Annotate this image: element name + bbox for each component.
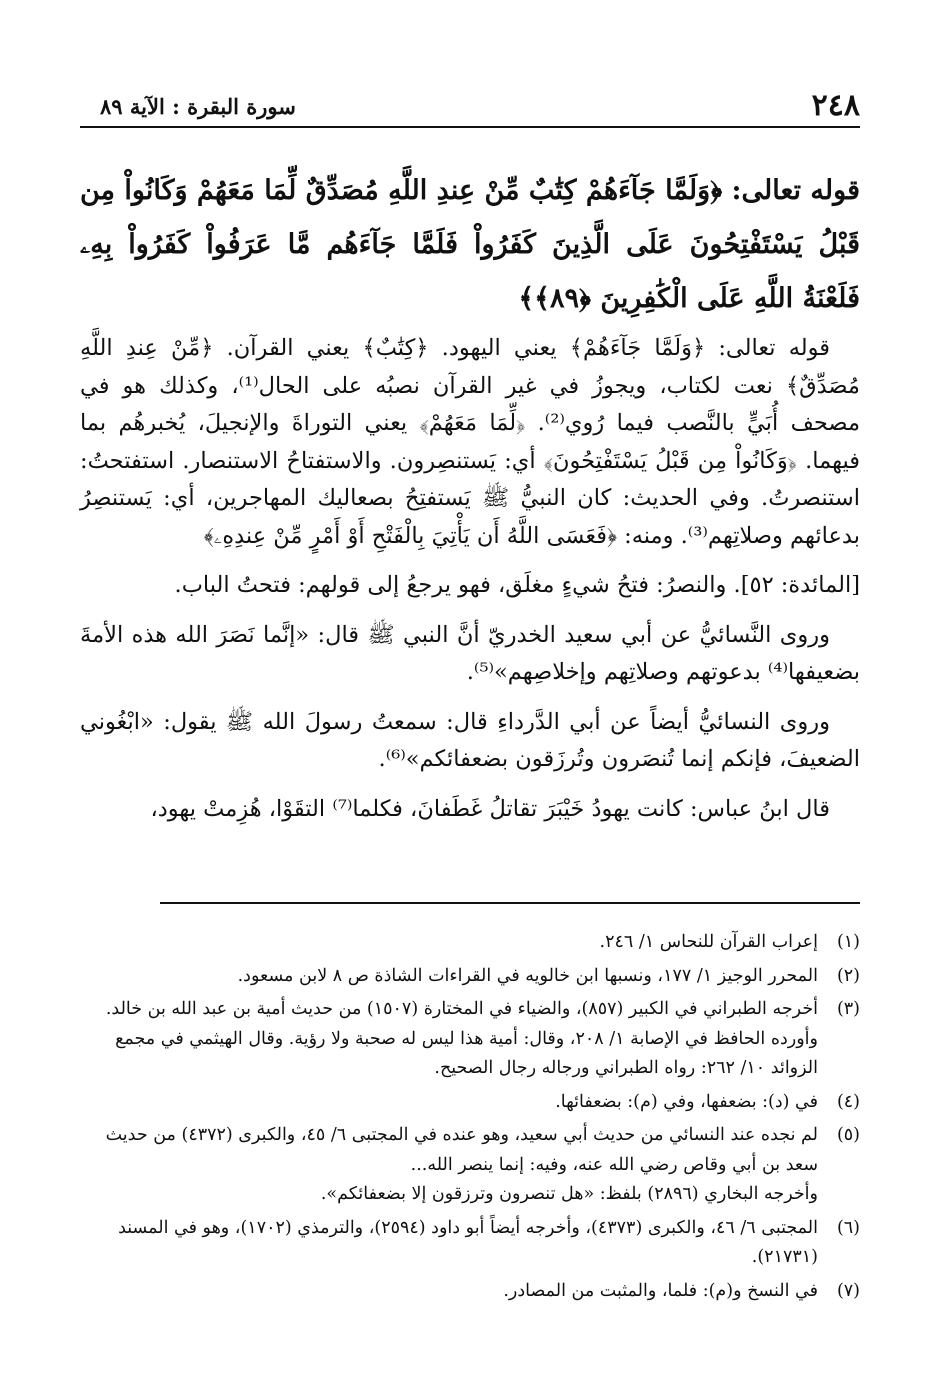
- footnote-text: المحرر الوجيز ١/ ١٧٧، ونسبها ابن خالويه في القراءات الشاذة ص ٨ لابن مسعود.: [237, 965, 818, 986]
- page-number: ٢٤٨: [811, 88, 860, 123]
- page-header: [80, 88, 860, 124]
- paragraph: قوله تعالى: ﴿وَلَمَّا جَآءَهُمْ﴾ يعني اليهود. ﴿كِتَٰبٌ﴾ يعني القرآن. ﴿مِّنْ عِندِ اللَّهِ مُصَدِّقٌ﴾ نعت لكتاب، ويجوزُ في غير القرآن نصبُه على الحال⁽¹⁾، وكذلك هو في مصحف أُبَيٍّ بالنَّصب فيما رُوي⁽²⁾. ﴿لِّمَا مَعَهُمْ﴾ يعني التوراةَ والإنجيلَ، يُخبرهُم بما فيهما. ﴿وَكَانُواْ مِن قَبْلُ يَسْتَفْتِحُونَ﴾ أي: يَستنصِرون. والاستفتاحُ الاستنصار. استفتحتُ: استنصرتُ. وفي الحديث: كان النبيُّ ﷺ يَستفتِحُ بصعاليك المهاجرين، أي: يَستنصِرُ بدعائهم وصلاتِهم⁽³⁾. ومنه: ﴿فَعَسَى اللَّهُ أَن يَأْتِيَ بِالْفَتْحِ أَوْ أَمْرٍ مِّنْ عِندِهِۦ﴾: [80, 335, 860, 549]
- header-rule: [80, 126, 860, 128]
- footnotes: [80, 928, 860, 1310]
- running-title: سورة البقرة : الآية ٨٩: [100, 94, 296, 119]
- commentary-body: [80, 330, 860, 840]
- footnote: [80, 1088, 860, 1118]
- paragraph: وروى النَّسائيُّ عن أبي سعيد الخدريّ أنَّ النبي ﷺ قال: «إنَّما نَصَرَ الله هذه الأمةَ بضعيفها⁽⁴⁾ بدعوتهم وصلاتِهم وإخلاصِهم»⁽⁵⁾.: [80, 621, 860, 685]
- footnote-number: (٢): [836, 965, 860, 986]
- paragraph: قال ابنُ عباس: كانت يهودُ خَيْبَرَ تقاتلُ غَطَفانَ، فكلما⁽⁷⁾ التقَوْا، هُزِمتْ يهود،: [150, 795, 830, 822]
- footnote: [80, 995, 860, 1084]
- footnote-text: أخرجه الطبراني في الكبير (٨٥٧)، والضياء في المختارة (١٥٠٧) من حديث أمية بن عبد الله بن خالد.: [105, 999, 818, 1019]
- footnote: [80, 1121, 860, 1210]
- footnote-text: إعراب القرآن للنحاس ١/ ٢٤٦.: [599, 932, 818, 952]
- footnote-number: (١): [836, 932, 860, 952]
- footnote-number: (٥): [836, 1125, 860, 1145]
- footnote: [80, 1214, 860, 1273]
- footnote-text: وأورده الحافظ في الإصابة ١/ ٢٠٨، وقال: أمية هذا ليس له صحبة ولا رؤية. وقال الهيثمي في مجمع الزوائد ١٠/ ٢٦٢: رواه الطبراني ورجاله رجال الصحيح.: [115, 1028, 818, 1078]
- footnote: [80, 962, 860, 992]
- footnote: [80, 1277, 860, 1307]
- footnote-number: (٦): [836, 1217, 860, 1238]
- footnote-text: في (د): بضعفها، وفي (م): بضعفائها.: [555, 1091, 818, 1112]
- footnote-text: في النسخ و(م): فلما، والمثبت من المصادر.: [503, 1280, 818, 1301]
- paragraph: وروى النسائيُّ أيضاً عن أبي الدَّرداءِ قال: سمعتُ رسولَ الله ﷺ يقول: «ابْغُوني الضعيفَ، فإنكم إنما تُنصَرون وتُرزَقون بضعفائكم»⁽⁶⁾.: [80, 708, 860, 772]
- footnote-text: المجتبى ٦/ ٤٦، والكبرى (٤٣٧٣)، وأخرجه أيضاً أبو داود (٢٥٩٤)، والترمذي (١٧٠٢)، وهو في المسند (٢١٧٣١).: [118, 1217, 818, 1267]
- paragraph: [المائدة: ٥٢]. والنصرُ: فتحُ شيءٍ مغلَق، فهو يرجعُ إلى قولهم: فتحتُ الباب.: [174, 572, 860, 598]
- footnote-number: (٧): [836, 1280, 860, 1301]
- quran-verse: قوله تعالى: ﴿وَلَمَّا جَآءَهُمْ كِتَٰبٌ مِّنْ عِندِ اللَّهِ مُصَدِّقٌ لِّمَا مَعَهُمْ وَكَانُواْ مِن قَبْلُ يَسْتَفْتِحُونَ عَلَى الَّذِينَ كَفَرُواْ فَلَمَّا جَآءَهُم مَّا عَرَفُواْ كَفَرُواْ بِهِۦ فَلَعْنَةُ اللَّهِ عَلَى الْكَٰفِرِينَ ﴿٨٩﴾﴾: [80, 175, 860, 314]
- footnote-number: (٤): [836, 1091, 860, 1112]
- footnote-text: لم نجده عند النسائي من حديث أبي سعيد، وهو عنده في المجتبى ٦/ ٤٥، والكبرى (٤٣٧٢) من حديث سعد بن أبي وقاص رضي الله عنه، وفيه: إنما ينصر الله...: [105, 1125, 818, 1175]
- footnote-rule: [160, 902, 860, 904]
- footnote: [80, 928, 860, 958]
- footnote-number: (٣): [836, 999, 860, 1019]
- book-page: [80, 0, 860, 1383]
- footnote-text: وأخرجه البخاري (٢٨٩٦) بلفظ: «هل تنصرون وترزقون إلا بضعفائكم».: [320, 1184, 818, 1204]
